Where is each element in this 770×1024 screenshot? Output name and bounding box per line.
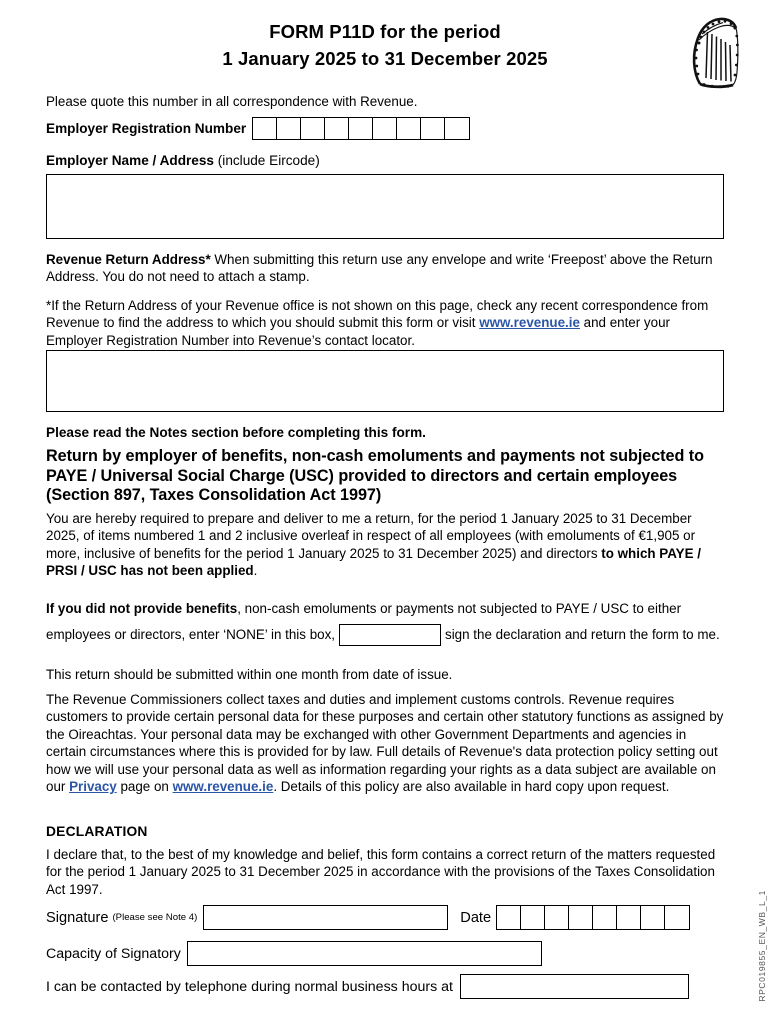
signature-input[interactable] (203, 905, 448, 930)
requirement-paragraph (46, 510, 728, 580)
character-cell[interactable] (569, 906, 593, 929)
character-cell[interactable] (665, 906, 689, 929)
character-cell[interactable] (421, 118, 445, 139)
revenue-return-address-paragraph (46, 251, 724, 286)
signature-row (46, 905, 736, 930)
none-declaration-text-2: sign the declaration and return the form to me. (445, 627, 720, 642)
date-label: Date (460, 909, 492, 926)
document-reference-code: RPC019855_EN_WB_L_1 (757, 890, 767, 1002)
character-cell[interactable] (397, 118, 421, 139)
character-cell[interactable] (545, 906, 569, 929)
revenue-return-address-heading: Revenue Return Address* (46, 252, 211, 267)
submission-timing-text: This return should be submitted within one month from date of issue. (46, 667, 453, 682)
telephone-input[interactable] (460, 974, 689, 999)
employer-registration-input[interactable] (252, 117, 470, 140)
form-title-line-1: FORM P11D for the period (269, 21, 501, 42)
character-cell[interactable] (617, 906, 641, 929)
submission-timing-block (46, 666, 724, 683)
signature-note: (Please see Note 4) (112, 912, 198, 923)
data-protection-text-2: page on (116, 779, 173, 795)
telephone-label: I can be contacted by telephone during normal business hours at (46, 978, 453, 995)
character-cell[interactable] (277, 118, 301, 139)
character-cell[interactable] (253, 118, 277, 139)
employer-name-address-label-hint: (include Eircode) (217, 153, 320, 168)
revenue-return-address-block (46, 251, 724, 286)
capacity-row (46, 941, 542, 966)
employer-name-address-input[interactable] (46, 174, 724, 239)
quote-number-instruction: Please quote this number in all correspondence with Revenue. (46, 94, 418, 109)
character-cell[interactable] (641, 906, 665, 929)
data-protection-paragraph (46, 691, 730, 795)
return-section-heading: Return by employer of benefits, non-cash emoluments and payments not subjected to PAYE / Universal Social Charge (USC) provided to directors and certain employees (Section 897, Taxes Consolidation Act 1997) (46, 447, 704, 505)
employer-name-address-label-bold: Employer Name / Address (46, 153, 214, 168)
requirement-text-2: . (253, 563, 258, 579)
return-address-input[interactable] (46, 350, 724, 412)
read-notes-instruction: Please read the Notes section before completing this form. (46, 425, 426, 440)
return-address-note-text-1: *If the Return Address of your Revenue office is not shown on this page, check any recent correspondence from Revenue to find the address to which you should submit this form or visit (46, 298, 709, 331)
privacy-page-link[interactable]: Privacy (69, 779, 117, 795)
data-protection-text-3: . Details of this policy are also available in hard copy upon request. (273, 779, 670, 795)
character-cell[interactable] (373, 118, 397, 139)
employer-registration-label: Employer Registration Number (46, 121, 247, 136)
date-input[interactable] (496, 905, 690, 930)
revenue-return-address-text: When submitting this return use any envelope and write ‘Freepost’ above the Return Address. You do not need to attach a stamp. (46, 252, 713, 285)
form-header (0, 18, 770, 72)
none-input-box[interactable] (339, 624, 441, 646)
capacity-input[interactable] (187, 941, 542, 966)
telephone-row (46, 974, 689, 999)
character-cell[interactable] (497, 906, 521, 929)
return-address-note-text-2: and enter your Employer Registration Number into Revenue’s contact locator. (46, 315, 670, 348)
declaration-block (46, 846, 724, 898)
harp-emblem-icon (686, 14, 748, 90)
character-cell[interactable] (521, 906, 545, 929)
character-cell[interactable] (593, 906, 617, 929)
character-cell[interactable] (349, 118, 373, 139)
data-protection-block (46, 691, 730, 795)
requirement-text-1: You are hereby required to prepare and deliver to me a return, for the period 1 January 2025 to 31 December 2025, of items numbered 1 and 2 inclusive overleaf in respect of all employees (with emoluments of €1,905 or more, inclusive of benefits for the period 1 January 2025 to 31 December 2025) and directors (46, 511, 696, 561)
signature-label: Signature (46, 909, 109, 926)
employer-name-address-label (46, 153, 320, 168)
revenue-website-link[interactable]: www.revenue.ie (479, 315, 580, 331)
form-title-line-2: 1 January 2025 to 31 December 2025 (222, 48, 548, 69)
character-cell[interactable] (325, 118, 349, 139)
none-declaration-text-1: , non-cash emoluments or payments not subjected to PAYE / USC to either employees or directors, enter ‘NONE’ in this box, (46, 601, 682, 642)
data-protection-text-1: The Revenue Commissioners collect taxes and duties and implement customs controls. Revenue requires customers to provide certain personal data for these purposes and certain other statutory functions as assigned by the Oireachtas. Your personal data may be exchanged with other Government Departments and agencies in certain circumstances where this is provided for by law. Full details of Revenue's data protection policy setting out how we will use your personal data as well as information regarding your rights as a data subject are available on our (46, 692, 724, 795)
character-cell[interactable] (445, 118, 469, 139)
requirement-text-bold: to which PAYE / PRSI / USC has not been applied (46, 545, 701, 579)
return-address-note-paragraph (46, 297, 724, 349)
return-address-note-block (46, 297, 724, 349)
employer-registration-row (46, 117, 470, 140)
none-declaration-lead: If you did not provide benefits (46, 601, 238, 616)
revenue-website-link-2[interactable]: www.revenue.ie (172, 779, 274, 795)
capacity-label: Capacity of Signatory (46, 945, 181, 962)
requirement-block (46, 510, 728, 580)
character-cell[interactable] (301, 118, 325, 139)
none-declaration-block (46, 596, 730, 648)
declaration-title: DECLARATION (46, 824, 148, 839)
declaration-text: I declare that, to the best of my knowledge and belief, this form contains a correct return of the matters requested for the period 1 January 2025 to 31 December 2025 in accordance with the provisions of the Taxes Consolidation Act 1997. (46, 847, 716, 897)
